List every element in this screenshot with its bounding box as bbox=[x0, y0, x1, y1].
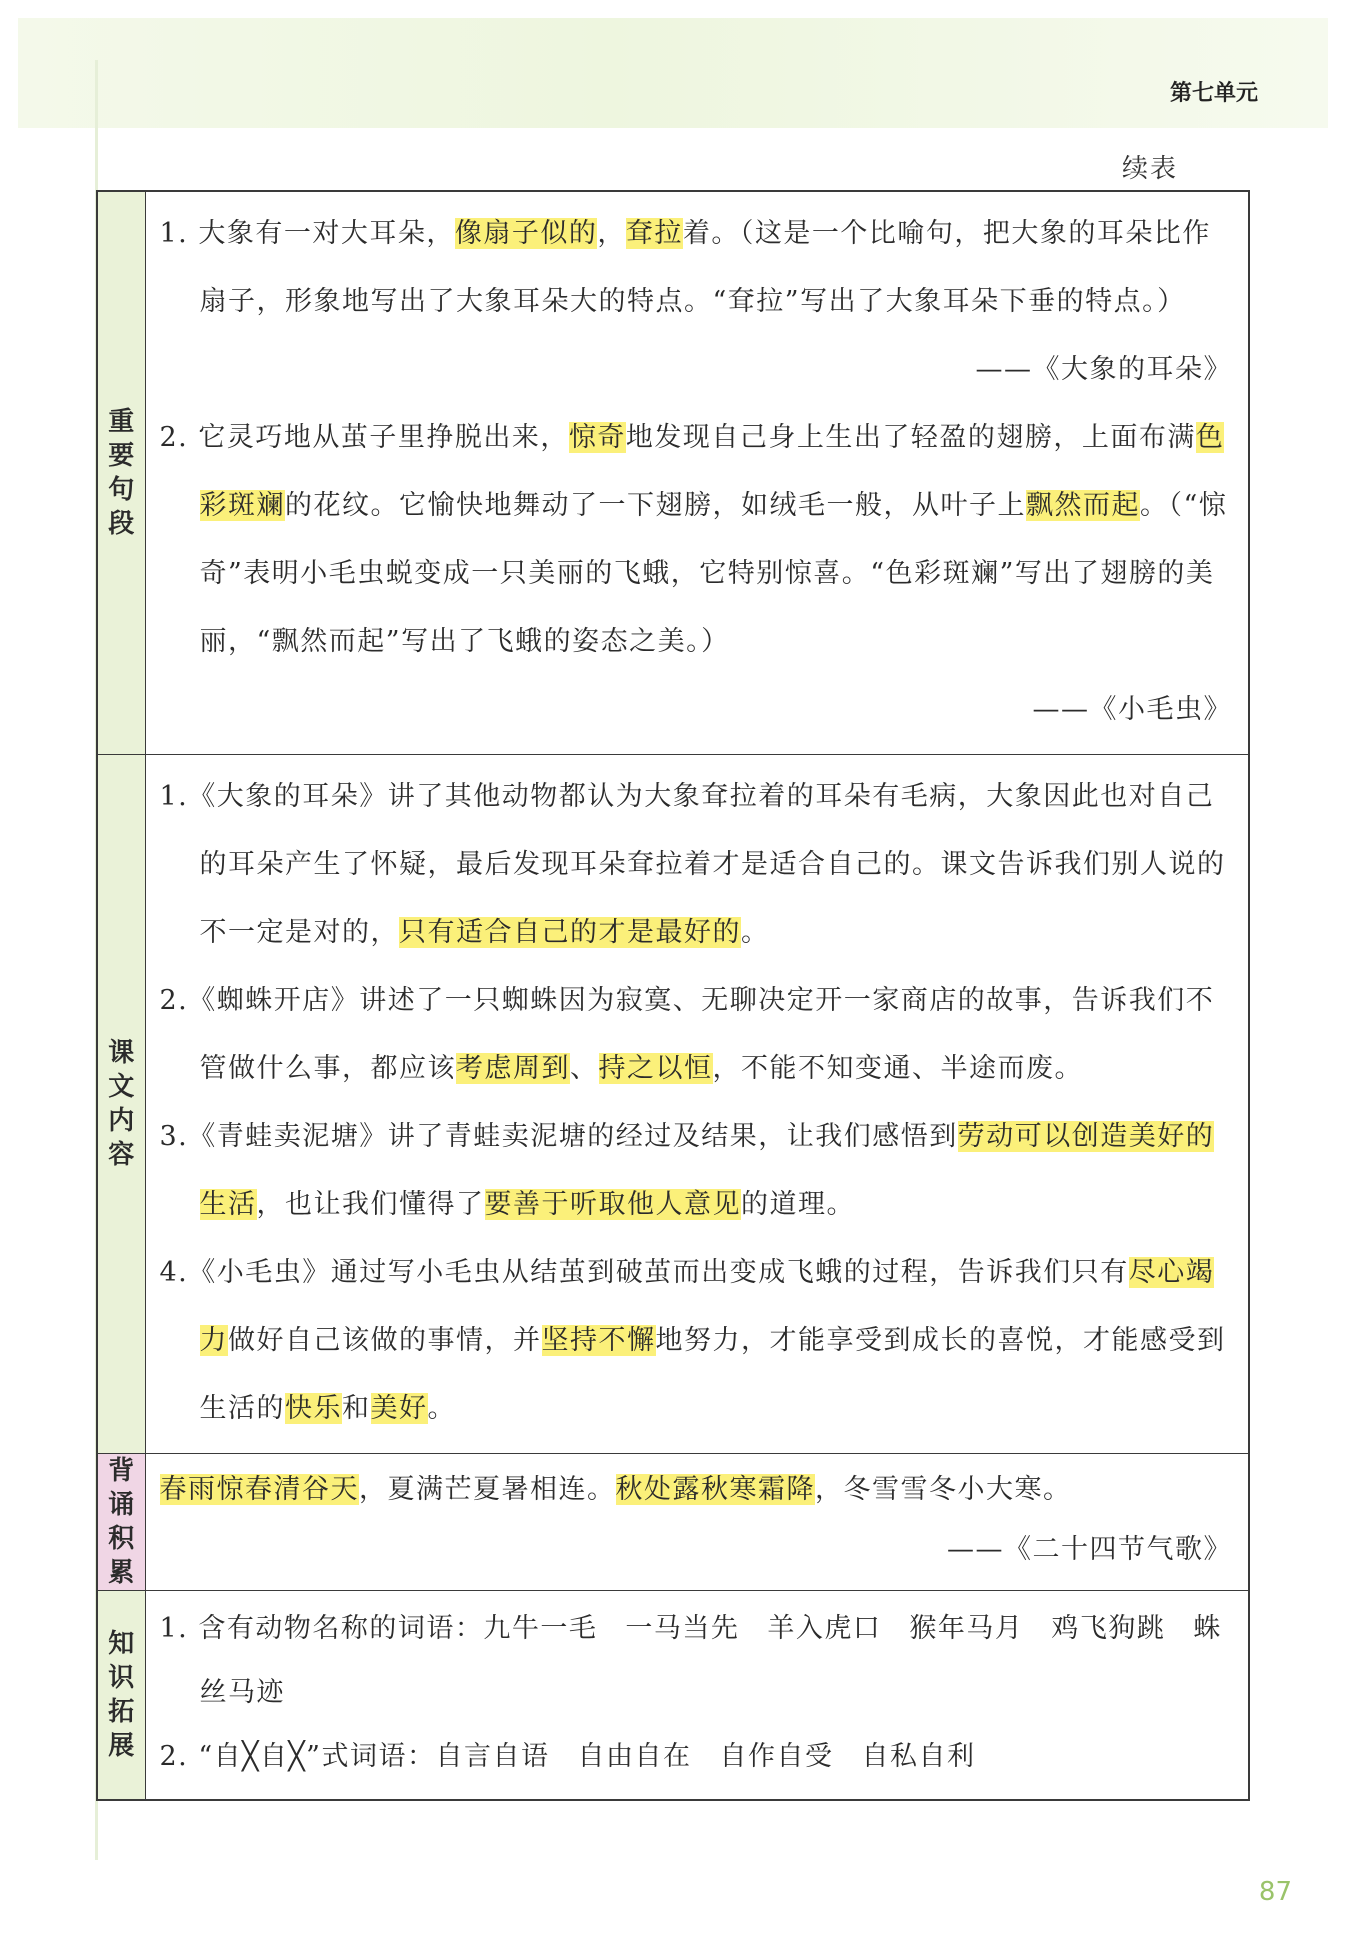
text-run: 4.《小毛虫》通过写小毛虫从结茧到破茧而出变成飞蛾的过程，告诉我们只有 bbox=[159, 1257, 1129, 1288]
highlighted-text: 像扇子似的 bbox=[454, 218, 598, 249]
word: 自私自利 bbox=[861, 1741, 976, 1772]
category-char: 知 bbox=[108, 1629, 135, 1659]
category-char: 文 bbox=[108, 1072, 135, 1102]
highlighted-text: 快乐 bbox=[285, 1393, 342, 1424]
row-knowledge bbox=[97, 1591, 1249, 1801]
text-run: 和 bbox=[342, 1393, 371, 1424]
source-citation: ——《大象的耳朵》 bbox=[975, 354, 1232, 385]
text-run: 做好自己该做的事情，并 bbox=[228, 1325, 542, 1356]
content-cell bbox=[145, 1454, 1249, 1591]
text-run: 地努力，才能享受到成长的喜悦，才能感受到生活的 bbox=[199, 1325, 1226, 1424]
content-cell bbox=[145, 191, 1249, 755]
text-run: 。（“惊奇”表明小毛虫蜕变成一只美丽的飞蛾，它特别惊喜。“色彩斑斓”写出了翅膀的美丽，“飘然而起”写出了飞蛾的姿态之美。） bbox=[199, 490, 1228, 657]
text-run: ， bbox=[597, 218, 626, 249]
category-char: 拓 bbox=[108, 1697, 135, 1727]
highlighted-text: 飘然而起 bbox=[1026, 490, 1140, 521]
source-citation: ——《二十四节气歌》 bbox=[947, 1534, 1232, 1565]
list-item bbox=[160, 967, 1233, 1103]
list-item bbox=[160, 200, 1233, 336]
text-run: 的花纹。它愉快地舞动了一下翅膀，如绒毛一般，从叶子上 bbox=[285, 490, 1026, 521]
list-item bbox=[160, 1239, 1233, 1443]
text-run: 2.《蜘蛛开店》讲述了一只蜘蛛因为寂寞、无聊决定开一家商店的故事，告诉我们不管做什么事，都应该 bbox=[159, 985, 1215, 1084]
word: 九牛一毛 bbox=[483, 1613, 598, 1644]
highlighted-text: 劳动可以创造美好的生活 bbox=[199, 1121, 1215, 1220]
text-run: 。 bbox=[741, 917, 770, 948]
text-run: ，夏满芒夏暑相连。 bbox=[359, 1474, 616, 1505]
category-cell bbox=[97, 191, 145, 755]
header-band bbox=[18, 18, 1328, 128]
highlighted-text: 耷拉 bbox=[625, 218, 683, 249]
word: 羊入虎口 bbox=[767, 1613, 882, 1644]
item-label: 1. 含有动物名称的词语： bbox=[159, 1613, 484, 1644]
text-run: 、 bbox=[570, 1053, 599, 1084]
highlighted-text: 春雨惊春清谷天 bbox=[159, 1474, 359, 1505]
list-item bbox=[160, 1597, 1233, 1725]
content-cell bbox=[145, 755, 1249, 1454]
word: 自由自在 bbox=[577, 1741, 692, 1772]
highlighted-text: 要善于听取他人意见 bbox=[484, 1189, 741, 1220]
category-char: 内 bbox=[108, 1106, 135, 1136]
text-run: 3.《青蛙卖泥塘》讲了青蛙卖泥塘的经过及结果，让我们感悟到 bbox=[159, 1121, 958, 1152]
highlighted-text: 考虑周到 bbox=[456, 1053, 570, 1084]
category-char: 识 bbox=[108, 1663, 135, 1693]
list-item bbox=[160, 1460, 1233, 1520]
word: 蛛丝马迹 bbox=[199, 1613, 1222, 1708]
category-char: 句 bbox=[108, 475, 135, 505]
text-run: 1. 大象有一对大耳朵， bbox=[159, 218, 455, 249]
category-char: 要 bbox=[108, 441, 135, 471]
highlighted-text: 秋处露秋寒霜降 bbox=[615, 1474, 815, 1505]
text-run: ，也让我们懂得了 bbox=[256, 1189, 485, 1220]
category-char: 段 bbox=[108, 509, 135, 539]
category-char: 诵 bbox=[108, 1490, 135, 1520]
highlighted-text: 色彩斑斓 bbox=[199, 422, 1225, 521]
category-char: 课 bbox=[108, 1038, 135, 1068]
content-cell bbox=[145, 1591, 1249, 1801]
highlighted-text: 坚持不懈 bbox=[541, 1325, 656, 1356]
list-item bbox=[160, 763, 1233, 967]
list-item bbox=[160, 1103, 1233, 1239]
unit-title: 第七单元 bbox=[1169, 81, 1258, 106]
highlighted-text: 美好 bbox=[370, 1393, 428, 1424]
row-text-content bbox=[97, 755, 1249, 1454]
text-run: 1.《大象的耳朵》讲了其他动物都认为大象耷拉着的耳朵有毛病，大象因此也对自己的耳朵产生了怀疑，最后发现耳朵耷拉着才是适合自己的。课文告诉我们别人说的不一定是对的， bbox=[159, 781, 1226, 948]
row-key-sentences bbox=[97, 191, 1249, 755]
page-number: 87 bbox=[1258, 1877, 1292, 1907]
category-char: 积 bbox=[108, 1524, 135, 1554]
highlighted-text: 惊奇 bbox=[568, 422, 626, 453]
word: 鸡飞狗跳 bbox=[1051, 1613, 1166, 1644]
highlighted-text: 只有适合自己的才是最好的 bbox=[399, 917, 741, 948]
word: 自作自受 bbox=[719, 1741, 834, 1772]
word: 猴年马月 bbox=[909, 1613, 1024, 1644]
category-char: 累 bbox=[108, 1558, 135, 1588]
summary-table bbox=[96, 190, 1250, 1801]
row-recitation bbox=[97, 1454, 1249, 1591]
category-char: 重 bbox=[108, 407, 135, 437]
category-cell bbox=[97, 1454, 145, 1591]
word: 自言自语 bbox=[435, 1741, 550, 1772]
source-citation: ——《小毛虫》 bbox=[1032, 694, 1232, 725]
text-run: 的道理。 bbox=[741, 1189, 855, 1220]
text-run: 地发现自己身上生出了轻盈的翅膀，上面布满 bbox=[625, 422, 1196, 453]
continued-label: 续表 bbox=[1121, 154, 1178, 184]
item-label: 2. “自╳自╳”式词语： bbox=[159, 1741, 436, 1772]
highlighted-text: 持之以恒 bbox=[598, 1053, 713, 1084]
category-char: 容 bbox=[108, 1140, 135, 1170]
text-run: ，不能不知变通、半途而废。 bbox=[712, 1053, 1083, 1084]
category-char: 背 bbox=[108, 1456, 135, 1486]
list-item bbox=[160, 1725, 1233, 1789]
text-run: 着。（这是一个比喻句，把大象的耳朵比作扇子，形象地写出了大象耳朵大的特点。“耷拉”写出了大象耳朵下垂的特点。） bbox=[199, 218, 1211, 317]
text-run: 2. 它灵巧地从茧子里挣脱出来， bbox=[159, 422, 569, 453]
word: 一马当先 bbox=[625, 1613, 740, 1644]
list-item bbox=[160, 404, 1233, 676]
category-cell bbox=[97, 1591, 145, 1801]
text-run: ，冬雪雪冬小大寒。 bbox=[815, 1474, 1072, 1505]
category-char: 展 bbox=[108, 1731, 135, 1761]
highlighted-text: 尽心竭力 bbox=[199, 1257, 1215, 1356]
category-cell bbox=[97, 755, 145, 1454]
text-run: 。 bbox=[427, 1393, 456, 1424]
